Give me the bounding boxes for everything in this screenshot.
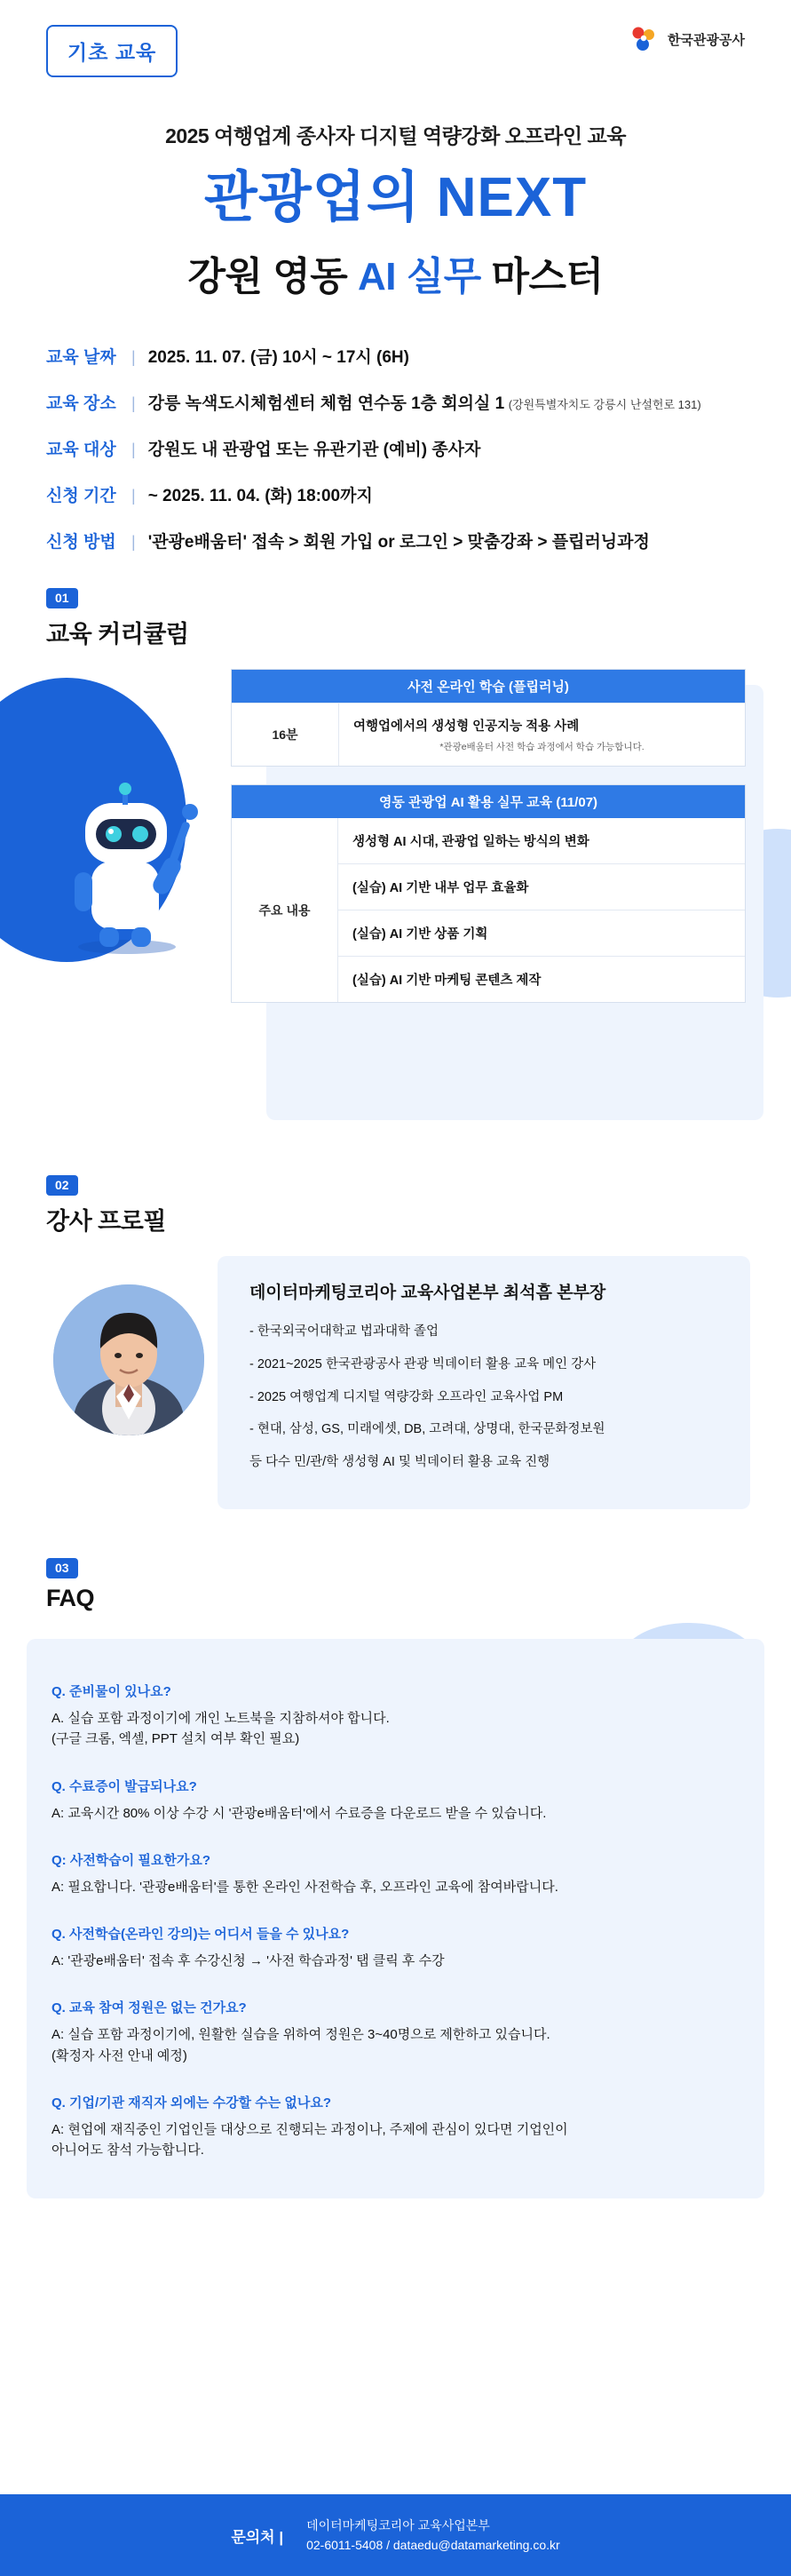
faq-answer-line2: (확정자 사전 안내 예정) xyxy=(51,2047,187,2063)
prelearning-duration: 16분 xyxy=(272,727,298,743)
list-item: - 현대, 삼성, GS, 미래에셋, DB, 고려대, 상명대, 한국문화정보원 xyxy=(249,1422,605,1437)
info-separator: | xyxy=(131,441,136,459)
avatar xyxy=(53,1284,204,1435)
section-header-curriculum xyxy=(46,588,791,649)
faq-answer: A. 실습 포함 과정이기에 개인 노트북을 지참하셔야 합니다. xyxy=(51,1711,390,1727)
instructor-profile-card xyxy=(218,1256,750,1509)
info-value: 2025. 11. 07. (금) 10시 ~ 17시 (6H) xyxy=(147,348,409,368)
prelearning-content-cell xyxy=(338,704,745,766)
list-item xyxy=(51,2093,740,2161)
faq-answer-line2: (구글 크롬, 엑셀, PPT 설치 여부 확인 필요) xyxy=(51,1731,300,1747)
table-row: (실습) AI 기반 내부 업무 효율화 xyxy=(338,863,745,910)
section-header-faq xyxy=(46,1558,791,1612)
instructor-credentials xyxy=(249,1323,724,1473)
contact-phone-email: 02-6011-5408 / dataedu@datamarketing.co.kr xyxy=(306,2538,560,2552)
section-number: 01 xyxy=(46,588,78,608)
instructor-name: 데이터마케팅코리아 교육사업본부 최석흠 본부장 xyxy=(249,1284,606,1303)
faq-answer-line2: 아니어도 참석 가능합니다. xyxy=(51,2143,204,2159)
table-row: (실습) AI 기반 상품 기획 xyxy=(338,910,745,956)
title-block xyxy=(0,93,791,301)
info-separator: | xyxy=(131,487,136,505)
info-value: ~ 2025. 11. 04. (화) 18:00까지 xyxy=(147,487,373,506)
organization-name: 한국관광공사 xyxy=(668,32,745,48)
curriculum-cards xyxy=(231,669,746,1021)
list-item: 등 다수 민/관/학 생성형 AI 및 빅데이터 활용 교육 진행 xyxy=(249,1455,550,1470)
contact-info xyxy=(306,2516,560,2556)
info-row-audience xyxy=(46,436,791,460)
info-value: '관광e배움터' 접속 > 회원 가입 or 로그인 > 맞춤강좌 > 플립러닝과정 xyxy=(147,533,650,553)
faq-answer: A: '관광e배움터' 접속 후 수강신청 → '사전 학습과정' 탭 클릭 후 수강 xyxy=(51,1953,445,1969)
prelearning-table-header: 사전 온라인 학습 (플립러닝) xyxy=(232,670,745,703)
section-header-profile xyxy=(46,1175,791,1236)
faq-area xyxy=(0,1639,791,2230)
korea-tourism-organization-logo-icon xyxy=(628,23,660,55)
table-row: 생성형 AI 시대, 관광업 일하는 방식의 변화 xyxy=(352,835,589,850)
faq-question: Q. 사전학습(온라인 강의)는 어디서 들을 수 있나요? xyxy=(51,1927,350,1943)
offline-table-body xyxy=(232,818,745,1002)
faq-question: Q. 교육 참여 정원은 없는 건가요? xyxy=(51,2000,247,2016)
info-value: 강릉 녹색도시체험센터 체험 연수동 1층 회의실 1 xyxy=(147,394,505,414)
list-item xyxy=(51,1777,740,1824)
page-subtitle xyxy=(0,244,791,301)
faq-answer: A: 현업에 재직중인 기업인들 대상으로 진행되는 과정이나, 주제에 관심이 있다면 기업인이 xyxy=(51,2121,568,2137)
section-number: 03 xyxy=(46,1558,78,1578)
info-row-application-period xyxy=(46,482,791,506)
list-item xyxy=(51,1682,740,1750)
table-row xyxy=(232,703,745,766)
info-row-venue xyxy=(46,390,791,414)
offline-table-header: 영동 관광업 AI 활용 실무 교육 (11/07) xyxy=(232,785,745,818)
info-row-how-to-apply xyxy=(46,529,791,553)
list-item xyxy=(51,1924,740,1971)
faq-question: Q. 기업/기관 재직자 외에는 수강할 수는 없나요? xyxy=(51,2095,331,2111)
section-title: 교육 커리큘럼 xyxy=(46,621,189,648)
faq-answer: A: 교육시간 80% 이상 수강 시 '관광e배움터'에서 수료증을 다운로드 받을 수 있습니다. xyxy=(51,1805,547,1821)
page-title: 관광업의 NEXT xyxy=(203,167,588,228)
faq-list xyxy=(0,1639,791,2230)
info-label: 신청 기간 xyxy=(46,487,116,506)
faq-question: Q: 사전학습이 필요한가요? xyxy=(51,1852,211,1868)
subtitle-post: 마스터 xyxy=(491,255,604,299)
faq-answer: A: 필요합니다. '관광e배움터'를 통한 온라인 사전학습 후, 오프라인 교육에 참여바랍니다. xyxy=(51,1879,558,1895)
section-number: 02 xyxy=(46,1175,78,1196)
list-item xyxy=(51,1998,740,2066)
list-item: - 2025 여행업계 디지털 역량강화 오프라인 교육사업 PM xyxy=(249,1389,564,1404)
info-value: 강원도 내 관광업 또는 유관기관 (예비) 종사자 xyxy=(147,441,481,460)
info-separator: | xyxy=(131,394,136,413)
faq-question: Q. 준비물이 있나요? xyxy=(51,1684,171,1700)
contact-label: 문의처 | xyxy=(231,2528,284,2546)
instructor-profile-area xyxy=(0,1256,791,1523)
info-label: 교육 대상 xyxy=(46,441,116,460)
page-footer xyxy=(0,2494,791,2576)
prelearning-content: 여행업에서의 생성형 인공지능 적용 사례 xyxy=(353,720,580,735)
offline-left-label: 주요 내용 xyxy=(232,818,338,1002)
info-separator: | xyxy=(131,348,136,367)
info-subvalue: (강원특별자치도 강릉시 난설헌로 131) xyxy=(508,398,701,412)
organization-logo xyxy=(628,23,745,55)
page-header xyxy=(0,0,791,93)
info-label: 교육 장소 xyxy=(46,394,116,414)
list-item xyxy=(51,1850,740,1897)
contact-org: 데이터마케팅코리아 교육사업본부 xyxy=(306,2517,490,2532)
info-label: 신청 방법 xyxy=(46,533,116,553)
info-separator: | xyxy=(131,533,136,552)
offline-rows xyxy=(338,818,745,1002)
info-row-date xyxy=(46,344,791,368)
program-pretitle: 2025 여행업계 종사자 디지털 역량강화 오프라인 교육 xyxy=(165,124,626,147)
list-item: - 2021~2025 한국관광공사 관광 빅데이터 활용 교육 메인 강사 xyxy=(249,1356,597,1371)
prelearning-table xyxy=(231,669,746,767)
prelearning-note: *관광e배움터 사전 학습 과정에서 학습 가능합니다. xyxy=(439,742,645,753)
faq-answer: A: 실습 포함 과정이기에, 원활한 실습을 위하여 정원은 3~40명으로 제한하고 있습니다. xyxy=(51,2027,550,2043)
faq-question: Q. 수료증이 발급되나요? xyxy=(51,1778,197,1794)
list-item: - 한국외국어대학교 법과대학 졸업 xyxy=(249,1324,439,1340)
curriculum-area xyxy=(0,669,791,1140)
offline-table xyxy=(231,784,746,1003)
table-row: (실습) AI 기반 마케팅 콘텐츠 제작 xyxy=(338,956,745,1002)
info-label: 교육 날짜 xyxy=(46,348,116,368)
section-title: 강사 프로필 xyxy=(46,1208,166,1236)
section-title: FAQ xyxy=(46,1585,95,1612)
course-level-badge: 기초 교육 xyxy=(46,25,178,77)
subtitle-highlight: AI 실무 xyxy=(358,255,481,299)
course-info-list xyxy=(46,344,791,553)
robot-illustration-icon xyxy=(43,780,211,958)
subtitle-pre: 강원 영동 xyxy=(187,255,348,299)
